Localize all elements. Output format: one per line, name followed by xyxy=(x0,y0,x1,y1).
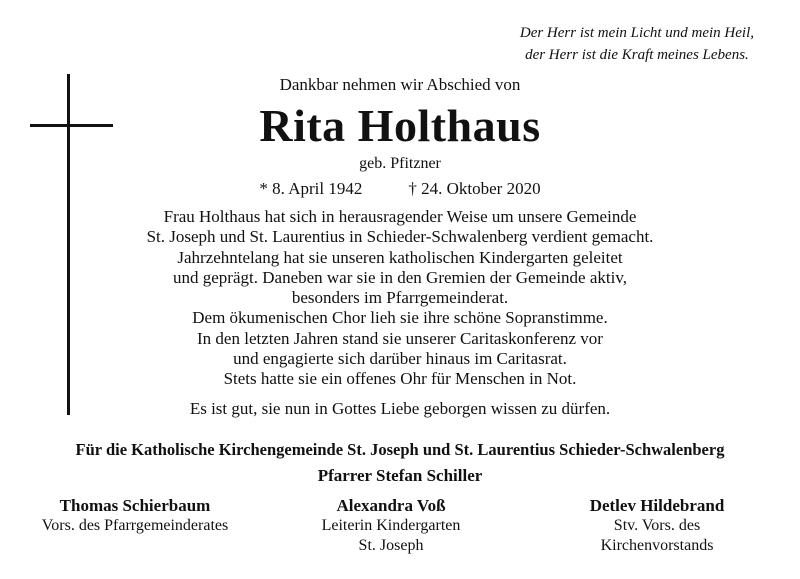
tribute-line: Stets hatte sie ein offenes Ohr für Menschen in Not. xyxy=(223,369,577,389)
tribute-line: In den letzten Jahren stand sie unserer Caritaskonferenz vor xyxy=(197,328,603,348)
birth-name: geb. Pfitzner xyxy=(359,155,441,172)
birth-date: * 8. April 1942 xyxy=(259,179,363,198)
bible-quote xyxy=(520,22,754,66)
signer-role: Vors. des Pfarrgemeinderates xyxy=(41,517,229,534)
signer-role-line-2: St. Joseph xyxy=(358,537,424,554)
signer-role: Stv. Vors. des xyxy=(613,517,701,534)
cross-icon-beam xyxy=(30,124,113,127)
organization-line: Für die Katholische Kirchengemeinde St. Joseph und St. Laurentius Schieder-Schwalenberg xyxy=(75,440,725,459)
signer xyxy=(266,495,516,556)
intro-text: Dankbar nehmen wir Abschied von xyxy=(279,75,521,94)
death-date: † 24. Oktober 2020 xyxy=(408,179,541,198)
signer-role-line-2: Kirchenvorstands xyxy=(600,537,714,554)
signer-name: Thomas Schierbaum xyxy=(59,496,211,515)
closing-sentence: Es ist gut, sie nun in Gottes Liebe geborgen wissen zu dürfen. xyxy=(189,399,611,418)
signer xyxy=(532,495,782,556)
tribute-line: Jahrzehntelang hat sie unseren katholischen Kindergarten geleitet xyxy=(177,247,623,267)
signer-name: Detlev Hildebrand xyxy=(589,496,725,515)
quote-line-1: Der Herr ist mein Licht und mein Heil, xyxy=(519,25,754,41)
tribute-line: Dem ökumenischen Chor lieh sie ihre schöne Sopranstimme. xyxy=(192,308,608,328)
deceased-name: Rita Holthaus xyxy=(259,100,541,151)
tribute-text xyxy=(120,207,680,390)
tribute-line: St. Joseph und St. Laurentius in Schieder-Schwalenberg verdient gemacht. xyxy=(146,227,654,247)
tribute-line: und engagierte sich darüber hinaus im Caritasrat. xyxy=(233,349,567,369)
signer xyxy=(10,495,260,536)
tribute-line: besonders im Pfarrgemeinderat. xyxy=(291,288,509,308)
signer-role: Leiterin Kindergarten xyxy=(321,517,461,534)
tribute-line: und geprägt. Daneben war sie in den Gremien der Gemeinde aktiv, xyxy=(173,267,627,287)
quote-line-2: der Herr ist die Kraft meines Lebens. xyxy=(525,47,749,63)
signer-name: Alexandra Voß xyxy=(336,496,446,515)
tribute-line: Frau Holthaus hat sich in herausragender Weise um unsere Gemeinde xyxy=(163,207,637,226)
life-dates xyxy=(120,178,680,200)
pastor-name: Pfarrer Stefan Schiller xyxy=(317,466,483,485)
